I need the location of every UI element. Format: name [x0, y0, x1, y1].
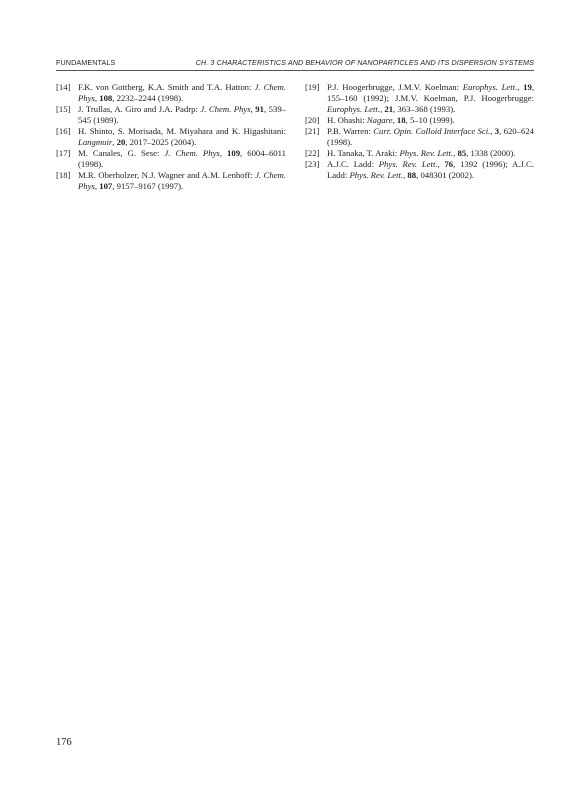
- page-number: 176: [56, 737, 72, 748]
- reference-number: [21]: [305, 126, 320, 136]
- reference-journal: J. Chem. Phys: [200, 104, 251, 114]
- reference-authors: M.R. Oberholzer, N.J. Wagner and A.M. Lenhoff:: [78, 170, 256, 180]
- reference-volume: 20: [116, 137, 126, 147]
- reference-separator: ,: [250, 104, 256, 114]
- reference-pages-year: , 2017–2025 (2004).: [125, 137, 197, 147]
- reference-separator: ,: [392, 115, 397, 125]
- reference-volume: 109: [227, 148, 241, 158]
- reference-volume: 18: [396, 115, 406, 125]
- reference-journal: J. Chem. Phys: [164, 148, 220, 158]
- reference-journal: J. Chem. Phys: [78, 170, 286, 191]
- reference-volume: 107: [99, 181, 113, 191]
- reference-separator: ,: [94, 181, 100, 191]
- reference-separator: ,: [94, 93, 100, 103]
- reference-16: [56, 126, 286, 148]
- reference-journal: Europhys. Lett.: [462, 82, 518, 92]
- reference-volume: 91: [255, 104, 264, 114]
- reference-authors: H. Tanaka, T. Araki:: [327, 148, 400, 158]
- reference-23: [305, 159, 534, 181]
- reference-number: [17]: [56, 148, 71, 158]
- references-left-column: [56, 82, 286, 192]
- reference-22: [305, 148, 534, 159]
- reference-volume-second: 21: [384, 104, 394, 114]
- reference-18: [56, 170, 286, 192]
- reference-separator: ,: [490, 126, 495, 136]
- reference-separator: ,: [517, 82, 524, 92]
- reference-number: [19]: [305, 82, 320, 92]
- reference-volume: 76: [444, 159, 454, 169]
- reference-number: [23]: [305, 159, 320, 169]
- reference-number: [16]: [56, 126, 71, 136]
- reference-journal: Langmuir: [78, 137, 113, 147]
- reference-pages-year-second: , 363–368 (1993).: [393, 104, 456, 114]
- reference-20: [305, 115, 534, 126]
- reference-number: [15]: [56, 104, 71, 114]
- references-right-column: [305, 82, 534, 181]
- reference-authors: H. Shinto, S. Morisada, M. Miyahara and K. Higashitani:: [78, 126, 286, 136]
- reference-journal-second: Phys. Rev. Lett.: [349, 170, 404, 180]
- reference-authors: H. Ohashi:: [327, 115, 367, 125]
- reference-pages-year: , 5–10 (1999).: [405, 115, 455, 125]
- header-chapter-title: CH. 3 CHARACTERISTICS AND BEHAVIOR OF NANOPARTICLES AND ITS DISPERSION SYSTEMS: [195, 58, 534, 67]
- reference-journal: Phys. Rev. Lett.: [399, 148, 454, 158]
- reference-pages-year: , 2232–2244 (1998).: [112, 93, 184, 103]
- reference-separator: ,: [112, 137, 117, 147]
- reference-volume: 108: [99, 93, 113, 103]
- reference-14: [56, 82, 286, 104]
- reference-pages-year: , 155–160 (1992); J.M.V. Koelman, P.J. Hoogerbrugge:: [327, 82, 534, 103]
- reference-pages-year: , 620–624 (1998).: [327, 126, 535, 147]
- reference-pages-year: , 539–545 (1989).: [78, 104, 287, 125]
- reference-pages-year-second: , 048301 (2002).: [416, 170, 475, 180]
- reference-number: [22]: [305, 148, 320, 158]
- reference-journal-second: Europhys. Lett.: [327, 104, 381, 114]
- reference-authors: P.J. Hoogerbrugge, J.M.V. Koelman:: [327, 82, 463, 92]
- reference-authors: P.B. Warren:: [327, 126, 374, 136]
- reference-volume: 85: [457, 148, 467, 158]
- reference-journal: Phys. Rev. Lett.: [378, 159, 438, 169]
- reference-separator-second: ,: [380, 104, 385, 114]
- reference-journal: Curr. Opin. Colloid Interface Sci.: [373, 126, 491, 136]
- running-header: [56, 56, 534, 71]
- reference-volume-second: 88: [407, 170, 417, 180]
- reference-authors: M. Canales, G. Sese:: [78, 148, 165, 158]
- reference-number: [14]: [56, 82, 71, 92]
- reference-authors: A.J.C. Ladd:: [327, 159, 379, 169]
- reference-authors: F.K. von Gottberg, K.A. Smith and T.A. Hatton:: [78, 82, 255, 92]
- reference-authors: J. Trullas, A. Giro and J.A. Padrp:: [78, 104, 201, 114]
- reference-pages-year: , 9157–9167 (1997).: [112, 181, 184, 191]
- reference-15: [56, 104, 286, 126]
- reference-separator-second: ,: [403, 170, 408, 180]
- reference-number: [20]: [305, 115, 320, 125]
- reference-number: [18]: [56, 170, 71, 180]
- reference-volume: 3: [494, 126, 500, 136]
- header-section-title: FUNDAMENTALS: [56, 58, 116, 67]
- reference-17: [56, 148, 286, 170]
- reference-pages-year: , 6004–6011 (1998).: [78, 148, 286, 169]
- reference-separator: ,: [453, 148, 458, 158]
- reference-19: [305, 82, 534, 115]
- reference-separator: ,: [219, 148, 227, 158]
- reference-separator: ,: [437, 159, 445, 169]
- reference-journal: Nagare: [366, 115, 393, 125]
- reference-volume: 19: [523, 82, 532, 92]
- reference-21: [305, 126, 534, 148]
- reference-journal: J. Chem. Phys: [78, 82, 287, 103]
- reference-pages-year: , 1338 (2000).: [466, 148, 516, 158]
- reference-pages-year: , 1392 (1996); A.J.C. Ladd:: [327, 159, 534, 180]
